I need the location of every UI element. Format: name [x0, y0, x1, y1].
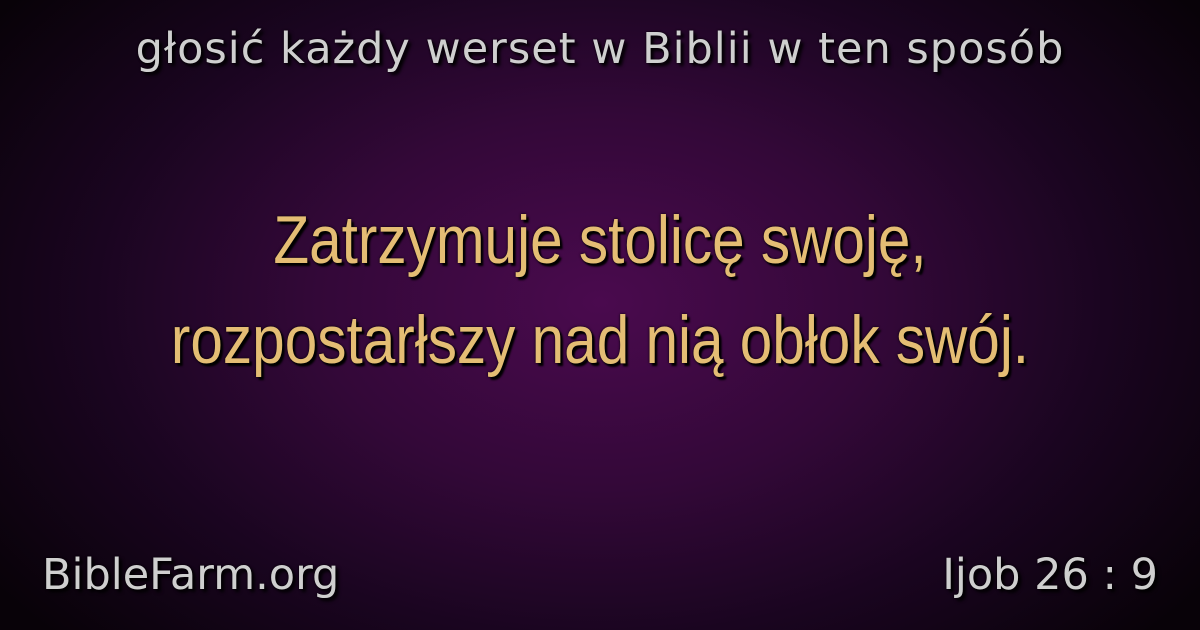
verse-reference: Ijob 26 : 9 [942, 550, 1158, 600]
verse-line-2: rozpostarłszy nad nią obłok swój. [170, 302, 1030, 378]
verse-line-1: Zatrzymuje stolicę swoję, [273, 202, 927, 278]
site-name: BibleFarm.org [42, 550, 340, 600]
verse-text [110, 190, 1090, 390]
tagline: głosić każdy werset w Biblii w ten sposób [135, 24, 1065, 74]
